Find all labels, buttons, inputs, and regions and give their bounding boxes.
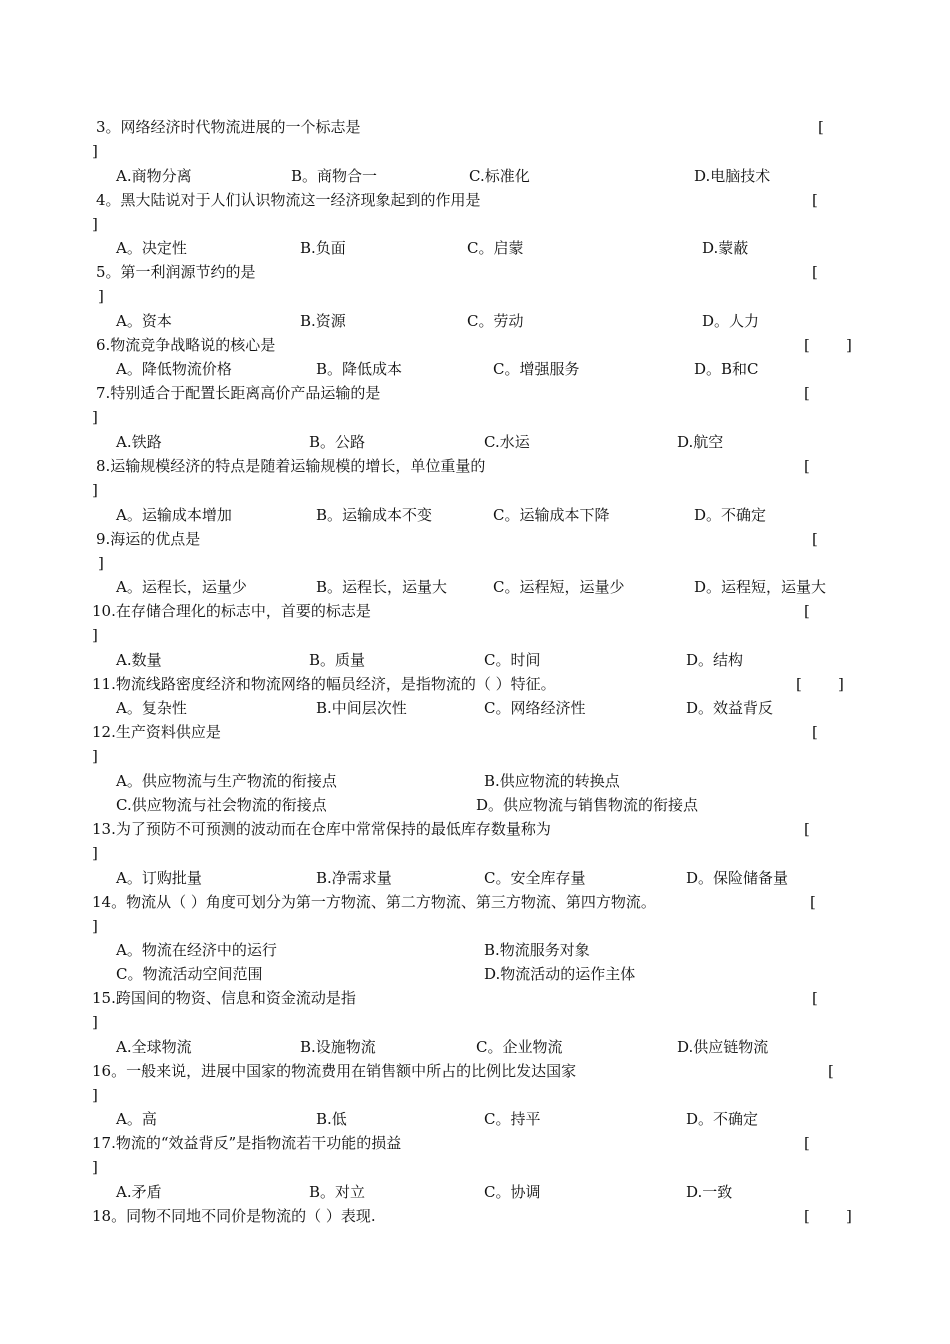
option-8-c: C。运输成本下降 bbox=[493, 506, 610, 524]
question-stem-11: 11.物流线路密度经济和物流网络的幅员经济，是指物流的（ ）特征。 bbox=[92, 675, 556, 693]
question-stem-12: 12.生产资料供应是 bbox=[92, 723, 221, 741]
option-11-a: A。复杂性 bbox=[116, 699, 187, 717]
option-14-b: B.物流服务对象 bbox=[484, 941, 590, 959]
answer-bracket-close-14: ] bbox=[92, 917, 98, 935]
option-4-d: D.蒙蔽 bbox=[702, 239, 749, 257]
option-6-c: C。增强服务 bbox=[493, 360, 580, 378]
answer-bracket-close-13: ] bbox=[92, 844, 98, 862]
question-stem-17: 17.物流的“效益背反”是指物流若干功能的损益 bbox=[92, 1134, 402, 1152]
question-stem-10: 10.在存储合理化的标志中，首要的标志是 bbox=[92, 602, 371, 620]
option-4-c: C。启蒙 bbox=[467, 239, 524, 257]
answer-bracket-open-12: [ bbox=[812, 723, 818, 741]
option-16-d: D。不确定 bbox=[686, 1110, 759, 1128]
option-10-b: B。质量 bbox=[309, 651, 366, 669]
answer-bracket-open-17: [ bbox=[804, 1134, 810, 1152]
question-stem-15: 15.跨国间的物资、信息和资金流动是指 bbox=[92, 989, 356, 1007]
option-9-b: B。运程长，运量大 bbox=[316, 578, 448, 596]
answer-bracket-open-5: [ bbox=[812, 263, 818, 281]
option-12-a: A。供应物流与生产物流的衔接点 bbox=[116, 772, 337, 790]
question-stem-6: 6.物流竞争战略说的核心是 bbox=[96, 336, 276, 354]
answer-bracket-close-15: ] bbox=[92, 1013, 98, 1031]
answer-bracket-open-9: [ bbox=[812, 530, 818, 548]
option-13-c: C。安全库存量 bbox=[484, 869, 586, 887]
option-10-a: A.数量 bbox=[116, 651, 162, 669]
option-6-b: B。降低成本 bbox=[316, 360, 403, 378]
answer-bracket-open-13: [ bbox=[804, 820, 810, 838]
answer-bracket-close-10: ] bbox=[92, 626, 98, 644]
option-8-b: B。运输成本不变 bbox=[316, 506, 433, 524]
answer-bracket-open-14: [ bbox=[810, 893, 816, 911]
option-17-c: C。协调 bbox=[484, 1183, 541, 1201]
option-16-b: B.低 bbox=[316, 1110, 347, 1128]
option-6-a: A。降低物流价格 bbox=[116, 360, 232, 378]
option-9-d: D。运程短，运量大 bbox=[694, 578, 827, 596]
option-14-d: D.物流活动的运作主体 bbox=[484, 965, 636, 983]
answer-bracket-close-18: ] bbox=[846, 1207, 852, 1225]
option-8-a: A。运输成本增加 bbox=[116, 506, 232, 524]
option-6-d: D。B和C bbox=[694, 360, 759, 378]
option-15-b: B.设施物流 bbox=[300, 1038, 376, 1056]
option-9-a: A。运程长，运量少 bbox=[116, 578, 247, 596]
option-5-a: A。资本 bbox=[116, 312, 172, 330]
option-7-d: D.航空 bbox=[677, 433, 724, 451]
option-16-a: A。高 bbox=[116, 1110, 157, 1128]
question-stem-13: 13.为了预防不可预测的波动而在仓库中常常保持的最低库存数量称为 bbox=[92, 820, 551, 838]
option-4-a: A。决定性 bbox=[116, 239, 187, 257]
answer-bracket-close-16: ] bbox=[92, 1086, 98, 1104]
option-11-c: C。网络经济性 bbox=[484, 699, 586, 717]
question-stem-5: 5。第一利润源节约的是 bbox=[96, 263, 256, 281]
answer-bracket-open-15: [ bbox=[812, 989, 818, 1007]
answer-bracket-close-17: ] bbox=[92, 1158, 98, 1176]
option-15-a: A.全球物流 bbox=[116, 1038, 192, 1056]
answer-bracket-open-6: [ bbox=[804, 336, 810, 354]
answer-bracket-close-6: ] bbox=[846, 336, 852, 354]
question-stem-8: 8.运输规模经济的特点是随着运输规模的增长，单位重量的 bbox=[96, 457, 486, 475]
option-17-b: B。对立 bbox=[309, 1183, 366, 1201]
option-4-b: B.负面 bbox=[300, 239, 346, 257]
question-stem-3: 3。网络经济时代物流进展的一个标志是 bbox=[96, 118, 361, 136]
option-11-b: B.中间层次性 bbox=[316, 699, 407, 717]
answer-bracket-open-7: [ bbox=[804, 384, 810, 402]
option-3-c: C.标准化 bbox=[469, 167, 530, 185]
answer-bracket-close-4: ] bbox=[92, 215, 98, 233]
option-3-d: D.电脑技术 bbox=[694, 167, 771, 185]
answer-bracket-open-10: [ bbox=[804, 602, 810, 620]
answer-bracket-close-12: ] bbox=[92, 747, 98, 765]
answer-bracket-open-18: [ bbox=[804, 1207, 810, 1225]
answer-bracket-open-8: [ bbox=[804, 457, 810, 475]
question-stem-4: 4。黑大陆说对于人们认识物流这一经济现象起到的作用是 bbox=[96, 191, 481, 209]
question-stem-16: 16。一般来说，进展中国家的物流费用在销售额中所占的比例比发达国家 bbox=[92, 1062, 577, 1080]
option-14-c: C。物流活动空间范围 bbox=[116, 965, 263, 983]
option-15-d: D.供应链物流 bbox=[677, 1038, 769, 1056]
option-17-a: A.矛盾 bbox=[116, 1183, 162, 1201]
question-stem-7: 7.特别适合于配置长距离高价产品运输的是 bbox=[96, 384, 381, 402]
answer-bracket-open-16: [ bbox=[828, 1062, 834, 1080]
option-8-d: D。不确定 bbox=[694, 506, 767, 524]
option-3-a: A.商物分离 bbox=[116, 167, 192, 185]
answer-bracket-open-11: [ bbox=[796, 675, 802, 693]
answer-bracket-close-3: ] bbox=[92, 142, 98, 160]
answer-bracket-open-3: [ bbox=[818, 118, 824, 136]
option-17-d: D.一致 bbox=[686, 1183, 733, 1201]
option-13-b: B.净需求量 bbox=[316, 869, 392, 887]
option-9-c: C。运程短，运量少 bbox=[493, 578, 625, 596]
option-7-c: C.水运 bbox=[484, 433, 530, 451]
answer-bracket-close-11: ] bbox=[838, 675, 844, 693]
question-stem-9: 9.海运的优点是 bbox=[96, 530, 201, 548]
answer-bracket-close-7: ] bbox=[92, 408, 98, 426]
question-stem-14: 14。物流从（ ）角度可划分为第一方物流、第二方物流、第三方物流、第四方物流。 bbox=[92, 893, 656, 911]
option-5-b: B.资源 bbox=[300, 312, 346, 330]
option-7-a: A.铁路 bbox=[116, 433, 162, 451]
option-10-c: C。时间 bbox=[484, 651, 541, 669]
option-12-c: C.供应物流与社会物流的衔接点 bbox=[116, 796, 327, 814]
option-5-c: C。劳动 bbox=[467, 312, 524, 330]
option-10-d: D。结构 bbox=[686, 651, 744, 669]
answer-bracket-close-8: ] bbox=[92, 481, 98, 499]
option-16-c: C。持平 bbox=[484, 1110, 541, 1128]
answer-bracket-open-4: [ bbox=[812, 191, 818, 209]
answer-bracket-close-9: ] bbox=[98, 554, 104, 572]
option-3-b: B。商物合一 bbox=[291, 167, 378, 185]
option-13-d: D。保险储备量 bbox=[686, 869, 789, 887]
option-7-b: B。公路 bbox=[309, 433, 366, 451]
answer-bracket-close-5: ] bbox=[98, 287, 104, 305]
question-stem-18: 18。同物不同地不同价是物流的（ ）表现. bbox=[92, 1207, 376, 1225]
option-12-b: B.供应物流的转换点 bbox=[484, 772, 620, 790]
option-13-a: A。订购批量 bbox=[116, 869, 202, 887]
option-11-d: D。效益背反 bbox=[686, 699, 774, 717]
option-14-a: A。物流在经济中的运行 bbox=[116, 941, 277, 959]
option-15-c: C。企业物流 bbox=[476, 1038, 563, 1056]
option-5-d: D。人力 bbox=[702, 312, 760, 330]
option-12-d: D。供应物流与销售物流的衔接点 bbox=[476, 796, 699, 814]
